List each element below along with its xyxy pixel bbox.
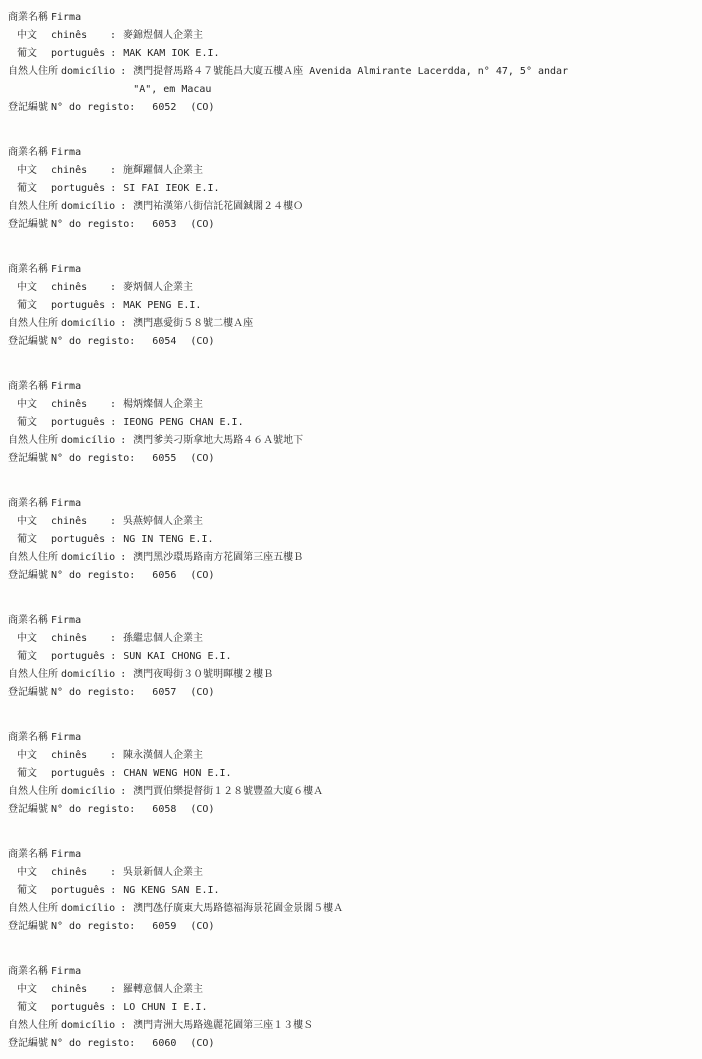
- chinese-name-row: [8, 630, 694, 648]
- business-name-label-pt: Firma: [51, 615, 82, 626]
- colon-separator: :: [110, 300, 117, 311]
- registration-type-code: (CO): [190, 336, 215, 347]
- colon-separator: :: [120, 66, 127, 77]
- portuguese-label-pt: português: [51, 651, 106, 662]
- colon-separator: :: [120, 786, 127, 797]
- chinese-label-zh: 中文: [17, 750, 37, 761]
- portuguese-label-pt: português: [51, 768, 106, 779]
- chinese-label-zh: 中文: [17, 282, 37, 293]
- domicile-row: [8, 900, 694, 918]
- chinese-label-pt: chinês: [51, 399, 88, 410]
- colon-separator: :: [120, 669, 127, 680]
- domicile-row: [8, 1017, 694, 1035]
- colon-separator: :: [110, 30, 117, 41]
- chinese-name-row: [8, 27, 694, 45]
- domicile-label-pt: domicílio: [61, 786, 116, 797]
- business-name-row: [8, 612, 694, 630]
- registration-number-value: 6053: [152, 219, 177, 230]
- chinese-label-zh: 中文: [17, 30, 37, 41]
- business-name-label-pt: Firma: [51, 381, 82, 392]
- domicile-value: 澳門祐漢第八街信託花園鋮閣２４樓Ｏ: [133, 201, 304, 212]
- registration-number-row: [8, 99, 694, 117]
- colon-separator: :: [110, 399, 117, 410]
- colon-separator: :: [120, 552, 127, 563]
- portuguese-name-value: MAK KAM IOK E.I.: [123, 48, 220, 59]
- chinese-label-pt: chinês: [51, 516, 88, 527]
- registration-number-row: [8, 684, 694, 702]
- portuguese-label-pt: português: [51, 417, 106, 428]
- chinese-label-zh: 中文: [17, 399, 37, 410]
- business-name-row: [8, 9, 694, 27]
- domicile-row: [8, 198, 694, 216]
- domicile-value: 澳門賈伯樂提督街１２８號豐盈大廈６樓Ａ: [133, 786, 324, 797]
- domicile-label-pt: domicílio: [61, 318, 116, 329]
- colon-separator: :: [110, 651, 117, 662]
- chinese-label-pt: chinês: [51, 165, 88, 176]
- business-name-label-zh: 商業名稱: [8, 147, 48, 158]
- registration-type-code: (CO): [190, 804, 215, 815]
- registry-entry: [8, 963, 694, 1053]
- portuguese-label-pt: português: [51, 183, 106, 194]
- portuguese-label-zh: 葡文: [17, 48, 37, 59]
- registration-label-zh: 登記編號: [8, 336, 48, 347]
- registration-number-value: 6052: [152, 102, 177, 113]
- domicile-label-zh: 自然人住所: [8, 435, 58, 446]
- chinese-name-value: 麥錦煜個人企業主: [123, 30, 203, 41]
- registration-label-pt: N° do registo:: [51, 804, 136, 815]
- registry-entry: [8, 378, 694, 468]
- domicile-label-pt: domicílio: [61, 201, 116, 212]
- colon-separator: :: [110, 516, 117, 527]
- business-name-label-zh: 商業名稱: [8, 615, 48, 626]
- domicile-label-pt: domicílio: [61, 66, 116, 77]
- domicile-value: 澳門惠愛街５８號二樓Ａ座: [133, 318, 254, 329]
- business-name-row: [8, 729, 694, 747]
- registration-label-zh: 登記編號: [8, 921, 48, 932]
- chinese-name-row: [8, 396, 694, 414]
- registration-label-zh: 登記編號: [8, 102, 48, 113]
- colon-separator: :: [120, 903, 127, 914]
- registry-entry: [8, 612, 694, 702]
- business-name-label-zh: 商業名稱: [8, 264, 48, 275]
- registration-number-row: [8, 216, 694, 234]
- portuguese-name-row: [8, 882, 694, 900]
- domicile-value: 澳門黑沙環馬路南方花園第三座五樓Ｂ: [133, 552, 304, 563]
- business-name-row: [8, 261, 694, 279]
- chinese-name-value: 陳永漢個人企業主: [123, 750, 203, 761]
- business-name-label-pt: Firma: [51, 498, 82, 509]
- chinese-name-value: 羅轉意個人企業主: [123, 984, 203, 995]
- business-name-row: [8, 378, 694, 396]
- portuguese-label-zh: 葡文: [17, 183, 37, 194]
- registration-type-code: (CO): [190, 570, 215, 581]
- chinese-name-value: 吳燕婷個人企業主: [123, 516, 203, 527]
- registration-label-pt: N° do registo:: [51, 1038, 136, 1049]
- business-name-label-zh: 商業名稱: [8, 732, 48, 743]
- domicile-label-zh: 自然人住所: [8, 66, 58, 77]
- chinese-label-pt: chinês: [51, 282, 88, 293]
- portuguese-name-value: SI FAI IEOK E.I.: [123, 183, 220, 194]
- portuguese-name-value: MAK PENG E.I.: [123, 300, 202, 311]
- domicile-value: 澳門青洲大馬路逸麗花園第三座１３樓Ｓ: [133, 1020, 314, 1031]
- portuguese-label-zh: 葡文: [17, 651, 37, 662]
- chinese-label-pt: chinês: [51, 750, 88, 761]
- registration-number-row: [8, 1035, 694, 1053]
- registration-number-value: 6058: [152, 804, 177, 815]
- portuguese-name-row: [8, 999, 694, 1017]
- domicile-label-zh: 自然人住所: [8, 318, 58, 329]
- chinese-label-zh: 中文: [17, 867, 37, 878]
- portuguese-label-pt: português: [51, 885, 106, 896]
- domicile-label-pt: domicílio: [61, 435, 116, 446]
- chinese-name-value: 麥炳個人企業主: [123, 282, 193, 293]
- chinese-name-row: [8, 747, 694, 765]
- portuguese-label-pt: português: [51, 534, 106, 545]
- registration-number-value: 6059: [152, 921, 177, 932]
- colon-separator: :: [120, 318, 127, 329]
- chinese-name-value: 楊炳燦個人企業主: [123, 399, 203, 410]
- registration-label-pt: N° do registo:: [51, 336, 136, 347]
- portuguese-label-zh: 葡文: [17, 300, 37, 311]
- portuguese-label-pt: português: [51, 300, 106, 311]
- business-name-row: [8, 495, 694, 513]
- registration-label-zh: 登記編號: [8, 219, 48, 230]
- chinese-label-zh: 中文: [17, 165, 37, 176]
- domicile-value: 澳門爹美刁斯拿地大馬路４６Ａ號地下: [133, 435, 304, 446]
- portuguese-label-pt: português: [51, 48, 106, 59]
- domicile-row: [8, 315, 694, 333]
- portuguese-label-zh: 葡文: [17, 768, 37, 779]
- domicile-label-zh: 自然人住所: [8, 669, 58, 680]
- registration-number-value: 6054: [152, 336, 177, 347]
- registration-type-code: (CO): [190, 1038, 215, 1049]
- registration-number-value: 6055: [152, 453, 177, 464]
- portuguese-name-value: IEONG PENG CHAN E.I.: [123, 417, 244, 428]
- colon-separator: :: [120, 435, 127, 446]
- business-name-row: [8, 144, 694, 162]
- portuguese-name-row: [8, 765, 694, 783]
- business-name-label-pt: Firma: [51, 147, 82, 158]
- colon-separator: :: [110, 984, 117, 995]
- portuguese-name-row: [8, 531, 694, 549]
- portuguese-name-row: [8, 45, 694, 63]
- colon-separator: :: [110, 48, 117, 59]
- colon-separator: :: [110, 282, 117, 293]
- colon-separator: :: [110, 633, 117, 644]
- registration-number-row: [8, 450, 694, 468]
- chinese-label-pt: chinês: [51, 867, 88, 878]
- portuguese-name-value: SUN KAI CHONG E.I.: [123, 651, 232, 662]
- chinese-name-value: 施輝躍個人企業主: [123, 165, 203, 176]
- domicile-row: [8, 783, 694, 801]
- portuguese-label-zh: 葡文: [17, 885, 37, 896]
- chinese-name-row: [8, 162, 694, 180]
- chinese-label-zh: 中文: [17, 633, 37, 644]
- business-name-label-zh: 商業名稱: [8, 498, 48, 509]
- chinese-label-pt: chinês: [51, 984, 88, 995]
- registry-entry: [8, 9, 694, 117]
- registration-number-row: [8, 918, 694, 936]
- colon-separator: :: [110, 534, 117, 545]
- colon-separator: :: [110, 885, 117, 896]
- colon-separator: :: [110, 417, 117, 428]
- registration-number-value: 6057: [152, 687, 177, 698]
- chinese-label-zh: 中文: [17, 984, 37, 995]
- registration-number-value: 6060: [152, 1038, 177, 1049]
- domicile-label-zh: 自然人住所: [8, 786, 58, 797]
- portuguese-name-row: [8, 180, 694, 198]
- registration-label-pt: N° do registo:: [51, 921, 136, 932]
- colon-separator: :: [110, 867, 117, 878]
- portuguese-label-zh: 葡文: [17, 417, 37, 428]
- registration-number-row: [8, 333, 694, 351]
- domicile-label-pt: domicílio: [61, 669, 116, 680]
- business-name-label-pt: Firma: [51, 849, 82, 860]
- colon-separator: :: [110, 1002, 117, 1013]
- colon-separator: :: [110, 165, 117, 176]
- business-name-row: [8, 846, 694, 864]
- domicile-label-pt: domicílio: [61, 552, 116, 563]
- portuguese-name-row: [8, 297, 694, 315]
- domicile-row: [8, 666, 694, 684]
- domicile-label-zh: 自然人住所: [8, 552, 58, 563]
- business-name-label-pt: Firma: [51, 12, 82, 23]
- registration-label-pt: N° do registo:: [51, 219, 136, 230]
- business-name-label-pt: Firma: [51, 732, 82, 743]
- chinese-name-row: [8, 864, 694, 882]
- registration-number-row: [8, 567, 694, 585]
- colon-separator: :: [110, 183, 117, 194]
- domicile-label-zh: 自然人住所: [8, 201, 58, 212]
- domicile-value: 澳門提督馬路４７號能昌大廈五樓Ａ座 Avenida Almirante Lacerdda, n° 47, 5° andar "A", em Macau: [133, 66, 569, 95]
- registration-type-code: (CO): [190, 453, 215, 464]
- colon-separator: :: [120, 201, 127, 212]
- portuguese-name-value: NG KENG SAN E.I.: [123, 885, 220, 896]
- registration-label-zh: 登記編號: [8, 687, 48, 698]
- portuguese-name-value: LO CHUN I E.I.: [123, 1002, 208, 1013]
- portuguese-label-zh: 葡文: [17, 534, 37, 545]
- domicile-row: [8, 63, 694, 99]
- chinese-name-row: [8, 981, 694, 999]
- business-name-label-pt: Firma: [51, 966, 82, 977]
- registration-type-code: (CO): [190, 687, 215, 698]
- registration-label-pt: N° do registo:: [51, 570, 136, 581]
- registry-entry: [8, 144, 694, 234]
- business-name-label-zh: 商業名稱: [8, 12, 48, 23]
- domicile-label-zh: 自然人住所: [8, 1020, 58, 1031]
- domicile-label-pt: domicílio: [61, 903, 116, 914]
- domicile-value: 澳門氹仔廣東大馬路德福海景花園金景閣５樓Ａ: [133, 903, 344, 914]
- registry-entry: [8, 495, 694, 585]
- portuguese-label-zh: 葡文: [17, 1002, 37, 1013]
- registration-type-code: (CO): [190, 219, 215, 230]
- chinese-name-row: [8, 513, 694, 531]
- domicile-value: 澳門夜呣街３０號明暉樓２樓Ｂ: [133, 669, 274, 680]
- chinese-label-zh: 中文: [17, 516, 37, 527]
- registry-entry: [8, 261, 694, 351]
- registry-entry: [8, 729, 694, 819]
- chinese-label-pt: chinês: [51, 30, 88, 41]
- business-name-label-pt: Firma: [51, 264, 82, 275]
- registry-entry: [8, 846, 694, 936]
- domicile-label-pt: domicílio: [61, 1020, 116, 1031]
- business-name-label-zh: 商業名稱: [8, 849, 48, 860]
- domicile-row: [8, 549, 694, 567]
- registration-type-code: (CO): [190, 102, 215, 113]
- registration-number-value: 6056: [152, 570, 177, 581]
- chinese-label-pt: chinês: [51, 633, 88, 644]
- registration-type-code: (CO): [190, 921, 215, 932]
- chinese-name-value: 吳景新個人企業主: [123, 867, 203, 878]
- portuguese-name-value: NG IN TENG E.I.: [123, 534, 214, 545]
- portuguese-name-value: CHAN WENG HON E.I.: [123, 768, 232, 779]
- registration-label-pt: N° do registo:: [51, 453, 136, 464]
- domicile-row: [8, 432, 694, 450]
- registration-label-zh: 登記編號: [8, 1038, 48, 1049]
- colon-separator: :: [120, 1020, 127, 1031]
- domicile-label-zh: 自然人住所: [8, 903, 58, 914]
- registration-label-pt: N° do registo:: [51, 102, 136, 113]
- business-name-row: [8, 963, 694, 981]
- chinese-name-row: [8, 279, 694, 297]
- chinese-name-value: 孫繼忠個人企業主: [123, 633, 203, 644]
- portuguese-label-pt: português: [51, 1002, 106, 1013]
- portuguese-name-row: [8, 414, 694, 432]
- registration-number-row: [8, 801, 694, 819]
- business-name-label-zh: 商業名稱: [8, 966, 48, 977]
- colon-separator: :: [110, 768, 117, 779]
- registration-label-pt: N° do registo:: [51, 687, 136, 698]
- portuguese-name-row: [8, 648, 694, 666]
- registration-label-zh: 登記編號: [8, 804, 48, 815]
- colon-separator: :: [110, 750, 117, 761]
- registration-label-zh: 登記編號: [8, 570, 48, 581]
- registration-label-zh: 登記編號: [8, 453, 48, 464]
- business-name-label-zh: 商業名稱: [8, 381, 48, 392]
